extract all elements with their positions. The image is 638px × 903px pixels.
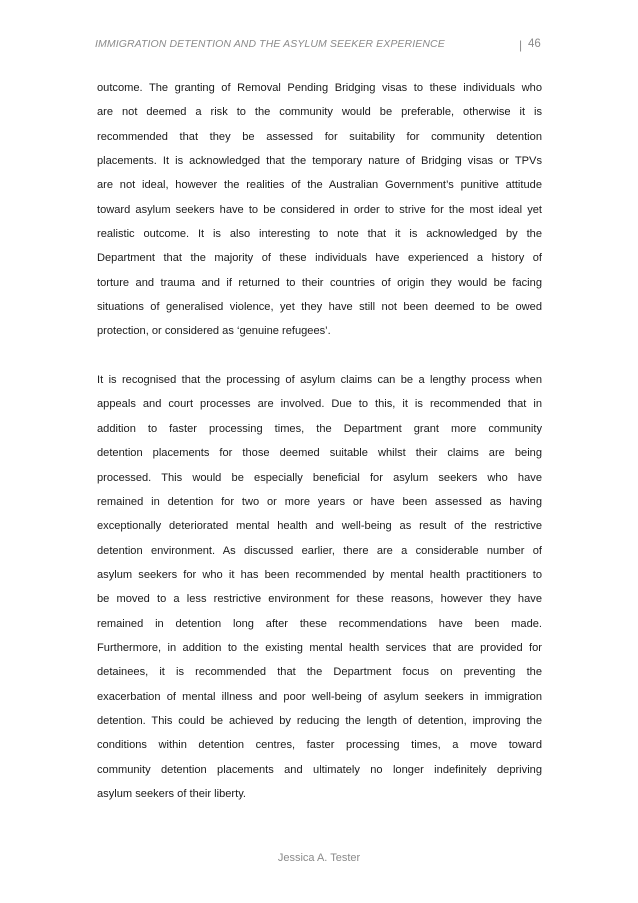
paragraph-line: realistic outcome. It is also interesting to note that it is acknowledged by the	[97, 228, 542, 241]
page-number: 46	[528, 38, 541, 50]
paragraph-line: be moved to a less restrictive environment for these reasons, however they have	[97, 593, 542, 606]
paragraph-line: detention. This could be achieved by reducing the length of detention, improving the	[97, 714, 542, 727]
paragraph-line: conditions within detention centres, faster processing times, a move toward	[97, 739, 542, 752]
paragraph-line: recommended that they be assessed for suitability for community detention	[97, 130, 542, 143]
paragraph-line: torture and trauma and if returned to their countries of origin they would be facing	[97, 276, 542, 289]
paragraph-line: protection, or considered as ‘genuine refugees’.	[97, 325, 331, 338]
paragraph-line: situations of generalised violence, yet they have still not been deemed to be owed	[97, 301, 542, 314]
paragraph-2	[97, 368, 542, 806]
paragraph-line: detention environment. As discussed earlier, there are a considerable number of	[97, 544, 542, 557]
paragraph-line: remained in detention long after these recommendations have been made.	[97, 617, 542, 630]
header-separator: |	[519, 38, 523, 52]
paragraph-spacer	[97, 344, 542, 368]
paragraph-line: Department that the majority of these individuals have experienced a history of	[97, 252, 542, 265]
paragraph-line: exceptionally deteriorated mental health and well-being as result of the restrictive	[97, 520, 542, 533]
paragraph-line: exacerbation of mental illness and poor well-being of asylum seekers in immigration	[97, 690, 542, 703]
paragraph-line: are not ideal, however the realities of the Australian Government’s punitive attitude	[97, 179, 542, 192]
paragraph-line: remained in detention for two or more years or have been assessed as having	[97, 495, 542, 508]
paragraph-line: detention placements for those deemed suitable whilst their claims are being	[97, 447, 542, 460]
paragraph-line: asylum seekers of their liberty.	[97, 787, 246, 800]
paragraph-line: appeals and court processes are involved. Due to this, it is recommended that in	[97, 398, 542, 411]
page-header	[95, 38, 543, 56]
paragraph-line: detainees, it is recommended that the Department focus on preventing the	[97, 666, 542, 679]
paragraph-line: community detention placements and ultimately no longer indefinitely depriving	[97, 763, 542, 776]
paragraph-1	[97, 76, 542, 344]
paragraph-line: processed. This would be especially beneficial for asylum seekers who have	[97, 471, 542, 484]
paragraph-line: outcome. The granting of Removal Pending Bridging visas to these individuals who	[97, 82, 542, 94]
paragraph-line: It is recognised that the processing of asylum claims can be a lengthy process when	[97, 374, 542, 387]
paragraph-line: asylum seekers for who it has been recommended by mental health practitioners to	[97, 568, 542, 581]
running-header-title: IMMIGRATION DETENTION AND THE ASYLUM SEEKER EXPERIENCE	[95, 38, 445, 50]
paragraph-line: Furthermore, in addition to the existing mental health services that are provided for	[97, 641, 542, 654]
paragraph-line: addition to faster processing times, the Department grant more community	[97, 422, 542, 435]
body-text	[97, 76, 542, 806]
paragraph-line: placements. It is acknowledged that the temporary nature of Bridging visas or TPVs	[97, 155, 542, 168]
paragraph-line: are not deemed a risk to the community would be preferable, otherwise it is	[97, 106, 542, 119]
paragraph-line: toward asylum seekers have to be considered in order to strive for the most ideal yet	[97, 203, 542, 216]
page-footer-author: Jessica A. Tester	[277, 852, 361, 864]
